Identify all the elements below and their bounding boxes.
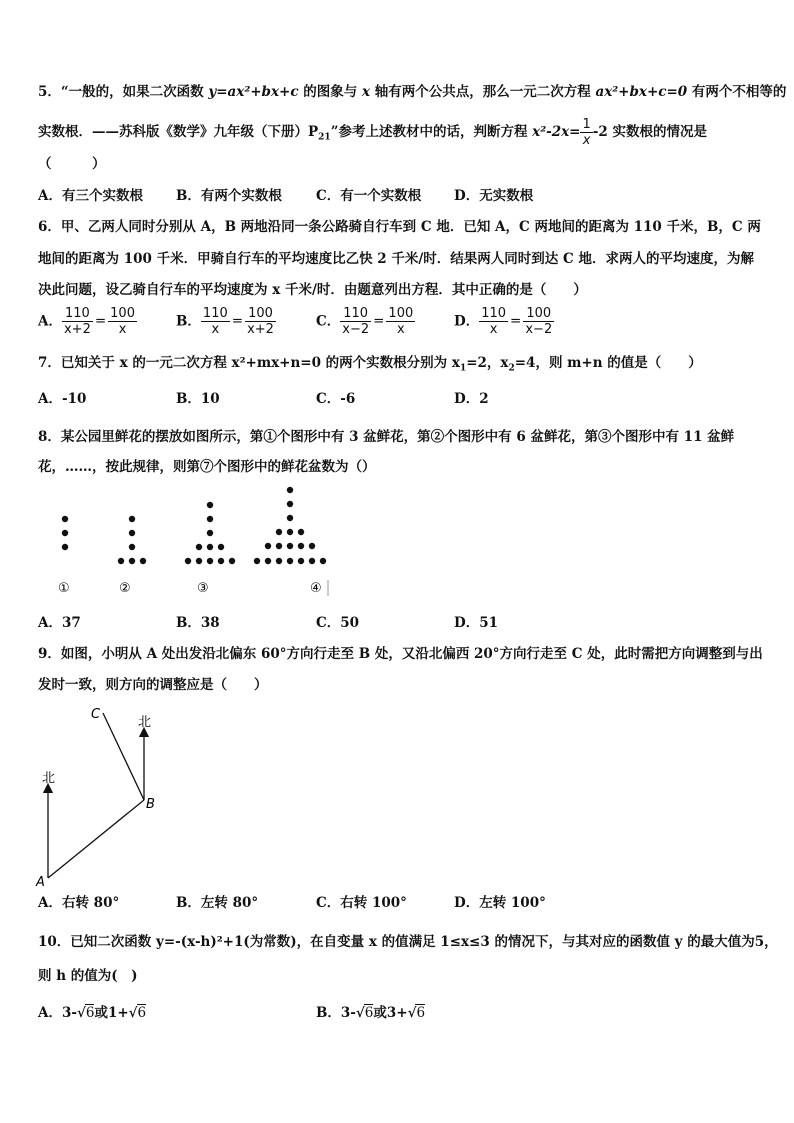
flower-pattern-4 [254,487,326,564]
q10-option-b[interactable]: B．3-√6或3+√6 [316,1005,426,1021]
q9-option-c[interactable]: C．右转 100° [316,895,407,911]
q8-flower-figure [0,480,794,600]
point-a-label: A [36,875,45,890]
q5-option-b[interactable]: B．有两个实数根 [176,188,282,204]
q6-line3: 决此问题，设乙骑自行车的平均速度为 x 千米/时．由题意列出方程．其中正确的是（ ） [38,282,587,298]
q9-option-d[interactable]: D．左转 100° [454,895,546,911]
q8-option-b[interactable]: B．38 [176,615,220,631]
q5-option-c[interactable]: C．有一个实数根 [316,188,422,204]
figure-label-4: ④ [310,581,322,596]
q7-option-c[interactable]: C．-6 [316,391,356,407]
figure-label-1: ① [58,581,70,596]
q9-option-b[interactable]: B．左转 80° [176,895,259,911]
flower-pattern-1 [62,516,68,550]
q7-option-a[interactable]: A．-10 [38,391,87,407]
q6-option-c[interactable]: C． $\frac{110}{x-2}$ = $\frac{100}{x}$ [316,306,414,337]
q7-line1: 7．已知关于 x 的一元二次方程 x²+mx+n=0 的两个实数根分别为 $x_1=2$，$x_2=4$，则 m+n 的值是（ ） [38,355,702,374]
q5-fraction: $\frac{1}{x}$ [582,117,591,148]
q5-line2: 实数根．——苏科版《数学》九年级（下册）$P_{21}$”参考上述教材中的话，判断方程 x²-2x= $\frac{1}{x}$ -2 实数根的情况是 [38,117,707,148]
q6-option-a[interactable]: A． $\frac{110}{x+2}$ = $\frac{100}{x}$ [38,306,135,337]
q9-line2: 发时一致，则方向的调整应是（ ） [38,677,268,693]
figure-label-2: ② [119,581,131,596]
north-label-a: 北 [42,771,56,786]
q8-option-c[interactable]: C．50 [316,615,360,631]
figure-label-3: ③ [197,581,209,596]
q10-line1: 10．已知二次函数 y=-(x-h)²+1(为常数)，在自变量 x 的值满足 1≤x≤3 的情况下，与其对应的函数值 y 的最大值为5， [38,934,778,950]
q9-line1: 9．如图，小明从 A 处出发沿北偏东 60°方向行走至 B 处，又沿北偏西 20°方向行走至 C 处，此时需把方向调整到与出 [38,646,763,662]
q5-option-a[interactable]: A．有三个实数根 [38,188,143,204]
q5-answer-paren: （ ） [38,156,106,172]
north-label-b: 北 [138,715,152,730]
q10-option-a[interactable]: A．3-√6或1+√6 [38,1005,147,1021]
q10-line2: 则 h 的值为( ) [38,968,138,984]
q5-line1: 5．“一般的，如果二次函数 y=ax²+bx+c 的图象与 x 轴有两个公共点，那么一元二次方程 ax²+bx+c=0 有两个不相等的 [38,84,787,100]
flower-pattern-2 [118,516,146,564]
q8-line2: 花，……，按此规律，则第⑦个图形中的鲜花盆数为（） [38,459,376,475]
point-b-label: B [146,797,155,812]
q9-option-a[interactable]: A．右转 80° [38,895,120,911]
segment-ab [48,800,144,878]
q9-direction-diagram [0,700,260,895]
q7-option-d[interactable]: D．2 [454,391,489,407]
q6-option-d[interactable]: D． $\frac{110}{x}$ = $\frac{100}{x-2}$ [454,306,553,337]
q6-line1: 6．甲、乙两人同时分别从 A，B 两地沿同一条公路骑自行车到 C 地．已知 A，C 两地间的距离为 110 千米，B，C 两 [38,219,761,235]
q7-option-b[interactable]: B．10 [176,391,220,407]
q5-option-d[interactable]: D．无实数根 [454,188,534,204]
q6-line2: 地间的距离为 100 千米．甲骑自行车的平均速度比乙快 2 千米/时．结果两人同时到达 C 地．求两人的平均速度，为解 [38,251,754,267]
q8-line1: 8．某公园里鲜花的摆放如图所示，第①个图形中有 3 盆鲜花，第②个图形中有 6 盆鲜花，第③个图形中有 11 盆鲜 [38,429,735,445]
q6-option-b[interactable]: B． $\frac{110}{x}$ = $\frac{100}{x+2}$ [176,306,274,337]
point-c-label: C [91,707,101,722]
q8-option-d[interactable]: D．51 [454,615,498,631]
q8-option-a[interactable]: A．37 [38,615,81,631]
flower-pattern-3 [185,502,235,564]
